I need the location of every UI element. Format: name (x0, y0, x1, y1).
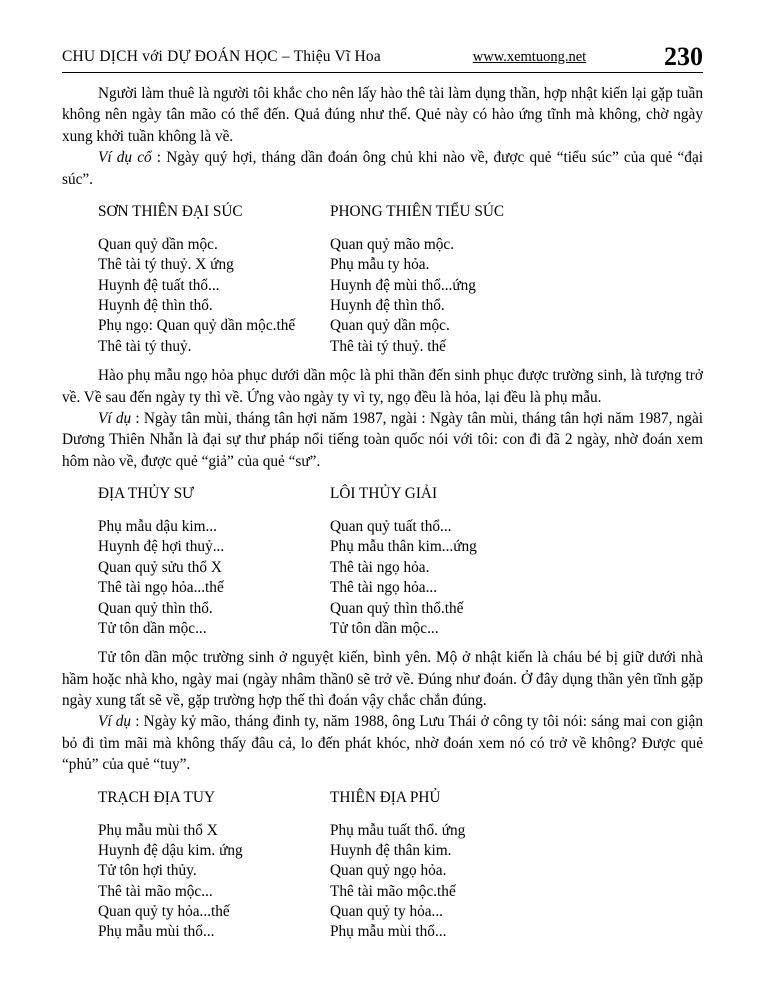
hexagram-line: Tử tôn dần mộc... (98, 619, 207, 637)
hexagram-line: Huynh đệ thìn thổ. (330, 297, 445, 315)
hexagram-pair-3 (98, 789, 703, 943)
hexagram-pair-2 (98, 485, 703, 639)
hexagram-line: Huynh đệ dậu kim. ứng (98, 841, 243, 859)
hexagram-pair-1 (98, 203, 703, 357)
example-label-3: Ví dụ (98, 713, 132, 731)
paragraph-2 (62, 147, 703, 190)
example-label-2: Ví dụ (98, 409, 132, 427)
hexagram-left-1 (98, 203, 330, 357)
paragraph-4 (62, 408, 703, 472)
page-header (62, 40, 703, 71)
hexagram-line: Phụ mẫu dậu kim... (98, 518, 217, 536)
hexagram-line: Thê tài tý thuỷ. (98, 337, 192, 355)
hexagram-lines (98, 235, 330, 357)
hexagram-line: Huynh đệ thân kim. (330, 841, 452, 859)
hexagram-lines (98, 821, 330, 943)
hexagram-line: Quan quỷ dần mộc. (330, 317, 450, 335)
hexagram-title: THIÊN ĐỊA PHỦ (330, 788, 441, 806)
hexagram-line: Phụ mẫu tuất thổ. ứng (330, 821, 466, 839)
paragraph-1: Người làm thuê là người tôi khắc cho nên lấy hào thê tài làm dụng thần, hợp nhật kiến lại gặp tuần không nên ngày tân mão có thể đến. Quả đúng như thế. Quẻ này có hào ứng tĩnh mà không, chờ ngày xung khởi tuần không là về. (62, 85, 703, 145)
hexagram-line: Thê tài ngọ hỏa. (330, 558, 430, 576)
hexagram-line: Quan quỷ sửu thổ X (98, 558, 222, 576)
hexagram-right-1 (330, 203, 630, 357)
page-number: 230 (664, 42, 703, 71)
hexagram-line: Phụ mẫu ty hỏa. (330, 256, 430, 274)
hexagram-line: Quan quỷ ngọ hỏa. (330, 862, 447, 880)
hexagram-lines (98, 517, 330, 639)
hexagram-line: Phụ mẫu mùi thổ... (330, 923, 447, 941)
example-text-3: : Ngày kỷ mão, tháng đinh ty, năm 1988, ông Lưu Thái ở công ty tôi nói: sáng mai con giận bỏ đi tìm mãi mà không thấy đâu cả, lo đến phát khóc, nhờ đoán xem nó có trở về không? Được quẻ “phủ” của quẻ “tuy”. (62, 713, 703, 774)
paragraph-5: Tử tôn dần mộc trường sinh ở nguyệt kiến, bình yên. Mộ ở nhật kiến là cháu bé bị giữ dưới nhà hầm hoặc nhà kho, ngày mai (ngày nhâm thần0 sẽ trở về. Đúng như đoán. Ở đây dụng thần yên tĩnh gặp ngày xung tất sẽ về, gặp trường hợp thế thì đoán vậy chắc chắn đúng. (62, 649, 703, 709)
hexagram-line: Tử tôn hợi thủy. (98, 862, 197, 880)
hexagram-line: Thê tài tý thuỷ. thế (330, 337, 446, 355)
hexagram-line: Thê tài tý thuỷ. X ứng (98, 256, 234, 274)
hexagram-line: Quan quỷ thìn thổ.thế (330, 599, 464, 617)
hexagram-line: Quan quỷ mão mộc. (330, 236, 455, 254)
example-text-1: : Ngày quý hợi, tháng dần đoán ông chủ khi nào về, được quẻ “tiểu súc” của quẻ “đại súc”. (62, 149, 703, 188)
hexagram-title: ĐỊA THỦY SƯ (98, 485, 195, 503)
hexagram-line: Quan quỷ thìn thổ. (98, 599, 213, 617)
spacer (62, 472, 703, 485)
hexagram-line: Huynh đệ thìn thổ. (98, 297, 213, 315)
hexagram-line: Thê tài ngọ hỏa...thế (98, 579, 224, 597)
hexagram-line: Phụ mẫu thân kim...ứng (330, 538, 477, 556)
hexagram-lines (330, 235, 630, 357)
hexagram-line: Huynh đệ mùi thổ...ứng (330, 276, 476, 294)
hexagram-line: Huynh đệ tuất thổ... (98, 276, 220, 294)
hexagram-line: Phụ mẫu mùi thổ X (98, 821, 218, 839)
hexagram-title: SƠN THIÊN ĐẠI SÚC (98, 203, 243, 221)
hexagram-left-2 (98, 485, 330, 639)
hexagram-lines (330, 821, 630, 943)
hexagram-line: Huynh đệ hợi thuỷ... (98, 538, 225, 556)
hexagram-title: TRẠCH ĐỊA TUY (98, 788, 215, 806)
hexagram-line: Thê tài ngọ hỏa... (330, 579, 438, 597)
hexagram-line: Quan quỷ ty hỏa...thế (98, 903, 230, 920)
hexagram-lines (330, 517, 630, 639)
spacer (62, 639, 703, 647)
paragraph-6 (62, 711, 703, 775)
book-title: CHU DỊCH với DỰ ĐOÁN HỌC – Thiệu Vĩ Hoa (62, 48, 381, 65)
spacer (62, 190, 703, 203)
hexagram-line: Quan quỷ dần mộc. (98, 236, 218, 254)
website-url[interactable]: www.xemtuong.net (472, 49, 587, 65)
example-text-2: : Ngày tân mùi, tháng tân hợi năm 1987, ngài : Ngày tân mùi, tháng tân hợi năm 1987, ngài Dương Thiên Nhẫn là đại sự thư pháp nổi tiếng toàn quốc nói với tôi: con đi đã 2 ngày, nhờ đoán xem hôm nào về, được quẻ “giả” của quẻ “sư”. (62, 409, 703, 470)
spacer (62, 357, 703, 365)
hexagram-line: Phụ ngọ: Quan quỷ dần mộc.thế (98, 317, 296, 335)
hexagram-line: Quan quỷ tuất thổ... (330, 518, 452, 536)
hexagram-line: Quan quỷ ty hỏa... (330, 903, 444, 920)
hexagram-title: LÔI THỦY GIẢI (330, 485, 438, 503)
hexagram-right-3 (330, 789, 630, 943)
hexagram-line: Thê tài mão mộc... (98, 882, 213, 900)
hexagram-line: Phụ mẫu mùi thổ... (98, 923, 215, 941)
hexagram-left-3 (98, 789, 330, 943)
header-divider (62, 72, 703, 73)
hexagram-line: Tử tôn dần mộc... (330, 619, 439, 637)
spacer (62, 776, 703, 789)
hexagram-right-2 (330, 485, 630, 639)
example-label-1: Ví dụ cổ (98, 149, 152, 167)
hexagram-title: PHONG THIÊN TIỂU SÚC (330, 203, 505, 221)
paragraph-3: Hào phụ mẫu ngọ hỏa phục dưới dần mộc là phi thần đến sinh phục được trường sinh, là tượng trở về. Về sau đến ngày ty thì về. Ứng vào ngày ty vì ty, ngọ đều là hỏa, lại đều là phụ mẫu. (62, 367, 703, 406)
hexagram-line: Thê tài mão mộc.thế (330, 882, 456, 900)
